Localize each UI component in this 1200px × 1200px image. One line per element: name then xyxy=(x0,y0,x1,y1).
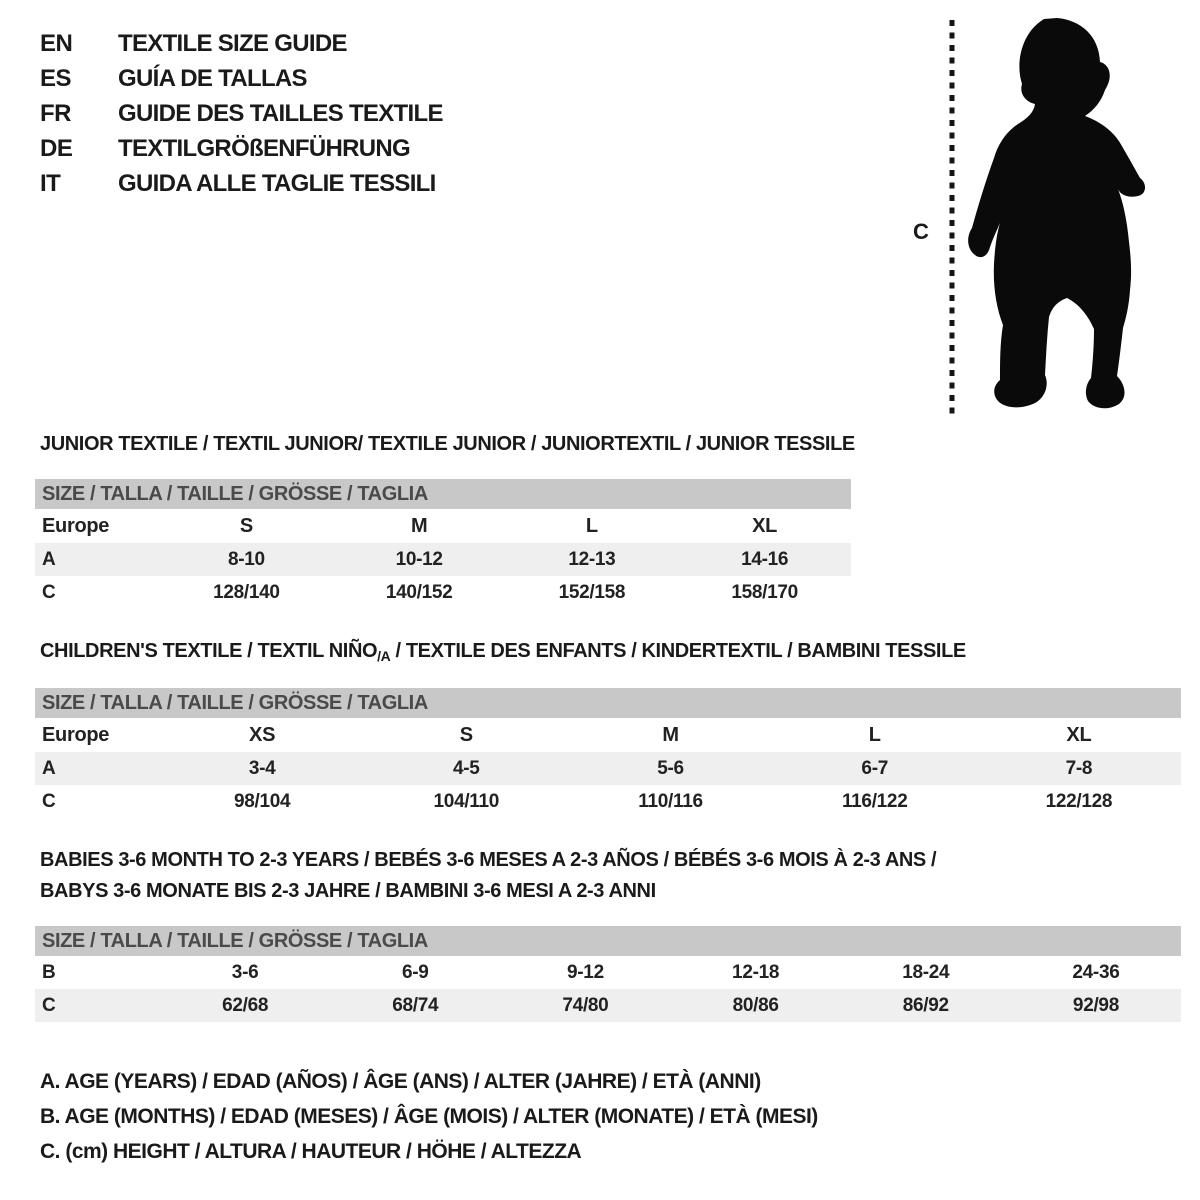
table-cell: 122/128 xyxy=(1045,791,1113,812)
babies-title-line2: BABYS 3-6 MONATE BIS 2-3 JAHRE / BAMBINI 3-6 MESI A 2-3 ANNI xyxy=(40,880,656,902)
table-cell: 80/86 xyxy=(732,995,779,1016)
babies-size-table xyxy=(35,926,1181,1022)
table-cell: 68/74 xyxy=(392,995,439,1016)
table-cell: 14-16 xyxy=(741,549,789,570)
table-cell: 4-5 xyxy=(453,758,480,779)
children-title-pre: CHILDREN'S TEXTILE / TEXTIL NIÑO xyxy=(40,640,378,662)
language-code: EN xyxy=(40,30,73,57)
row-label: C xyxy=(42,582,56,603)
column-header: XL xyxy=(752,515,778,537)
table-cell: 92/98 xyxy=(1072,995,1119,1016)
table-cell: 10-12 xyxy=(395,549,443,570)
column-header: L xyxy=(868,724,881,746)
table-cell: 12-18 xyxy=(732,962,780,983)
table-cell: 116/122 xyxy=(841,791,908,812)
language-row-it xyxy=(40,166,443,201)
table-cell: 9-12 xyxy=(567,962,604,983)
language-row-es xyxy=(40,61,443,96)
language-title: GUIDE DES TAILLES TEXTILE xyxy=(118,100,443,127)
table-cell: 3-4 xyxy=(248,758,276,779)
size-header-bar: SIZE / TALLA / TAILLE / GRÖSSE / TAGLIA xyxy=(35,926,1181,956)
table-row xyxy=(35,989,1181,1022)
row-label: A xyxy=(42,758,56,779)
children-title-sub: /A xyxy=(377,648,391,664)
table-cell: 24-36 xyxy=(1072,962,1120,983)
table-cell: 86/92 xyxy=(902,995,949,1016)
language-row-fr xyxy=(40,96,443,131)
table-cell: 158/170 xyxy=(731,582,798,603)
toddler-silhouette-path xyxy=(968,18,1145,408)
table-cell: 8-10 xyxy=(227,549,265,570)
language-code: DE xyxy=(40,135,73,162)
table-row xyxy=(35,718,1181,752)
table-row xyxy=(35,785,1181,818)
table-row xyxy=(35,752,1181,785)
row-label: A xyxy=(42,549,56,570)
children-section-title xyxy=(40,640,966,664)
column-header: XS xyxy=(249,724,276,746)
region-label: Europe xyxy=(42,515,110,537)
legend-line-b: B. AGE (MONTHS) / EDAD (MESES) / ÂGE (MOIS) / ALTER (MONATE) / ETÀ (MESI) xyxy=(40,1105,818,1128)
language-row-de xyxy=(40,131,443,166)
table-row xyxy=(35,543,851,576)
language-title: TEXTILGRÖßENFÜHRUNG xyxy=(118,135,411,162)
column-header: M xyxy=(410,515,428,537)
table-cell: 74/80 xyxy=(562,995,609,1016)
size-header-bar: SIZE / TALLA / TAILLE / GRÖSSE / TAGLIA xyxy=(35,479,851,509)
table-row xyxy=(35,576,851,609)
table-cell: 98/104 xyxy=(233,791,291,812)
measurement-legend xyxy=(40,1064,818,1169)
table-cell: 62/68 xyxy=(222,995,269,1016)
column-header: S xyxy=(239,515,253,537)
table-cell: 104/110 xyxy=(433,791,500,812)
language-title: GUIDA ALLE TAGLIE TESSILI xyxy=(118,170,436,197)
language-title: TEXTILE SIZE GUIDE xyxy=(118,30,347,57)
language-list xyxy=(40,26,443,201)
height-measure-label: C xyxy=(913,219,929,244)
junior-size-table xyxy=(35,479,851,609)
language-title: GUÍA DE TALLAS xyxy=(118,65,307,92)
column-header: L xyxy=(585,515,598,537)
row-label: C xyxy=(42,995,56,1016)
language-code: IT xyxy=(40,170,61,197)
row-label: C xyxy=(42,791,56,812)
row-label: B xyxy=(42,962,56,983)
table-row xyxy=(35,509,851,543)
table-cell: 5-6 xyxy=(657,758,684,779)
babies-section-title xyxy=(40,845,936,907)
table-cell: 7-8 xyxy=(1065,758,1093,779)
junior-section-title: JUNIOR TEXTILE / TEXTIL JUNIOR/ TEXTILE JUNIOR / JUNIORTEXTIL / JUNIOR TESSILE xyxy=(40,433,855,455)
region-label: Europe xyxy=(42,724,110,746)
toddler-silhouette-icon xyxy=(943,6,1158,420)
table-cell: 128/140 xyxy=(213,582,280,603)
babies-title-line1: BABIES 3-6 MONTH TO 2-3 YEARS / BEBÉS 3-6 MESES A 2-3 AÑOS / BÉBÉS 3-6 MOIS À 2-3 ANS / xyxy=(40,849,937,871)
table-cell: 6-7 xyxy=(861,758,888,779)
column-header: M xyxy=(662,724,679,746)
table-cell: 3-6 xyxy=(231,962,259,983)
table-cell: 110/116 xyxy=(638,791,703,812)
children-size-table xyxy=(35,688,1181,818)
table-cell: 140/152 xyxy=(385,582,453,603)
table-cell: 12-13 xyxy=(568,549,616,570)
language-row-en xyxy=(40,26,443,61)
legend-line-c: C. (cm) HEIGHT / ALTURA / HAUTEUR / HÖHE / ALTEZZA xyxy=(40,1140,582,1163)
children-title-post: / TEXTILE DES ENFANTS / KINDERTEXTIL / BAMBINI TESSILE xyxy=(390,640,966,662)
table-cell: 152/158 xyxy=(558,582,626,603)
legend-line-a: A. AGE (YEARS) / EDAD (AÑOS) / ÂGE (ANS) / ALTER (JAHRE) / ETÀ (ANNI) xyxy=(40,1070,761,1093)
column-header: XL xyxy=(1066,724,1092,746)
size-header-bar: SIZE / TALLA / TAILLE / GRÖSSE / TAGLIA xyxy=(35,688,1181,718)
language-code: FR xyxy=(40,100,71,127)
table-row xyxy=(35,956,1181,989)
language-code: ES xyxy=(40,65,72,92)
table-cell: 18-24 xyxy=(902,962,950,983)
column-header: S xyxy=(459,724,473,746)
table-cell: 6-9 xyxy=(401,962,429,983)
